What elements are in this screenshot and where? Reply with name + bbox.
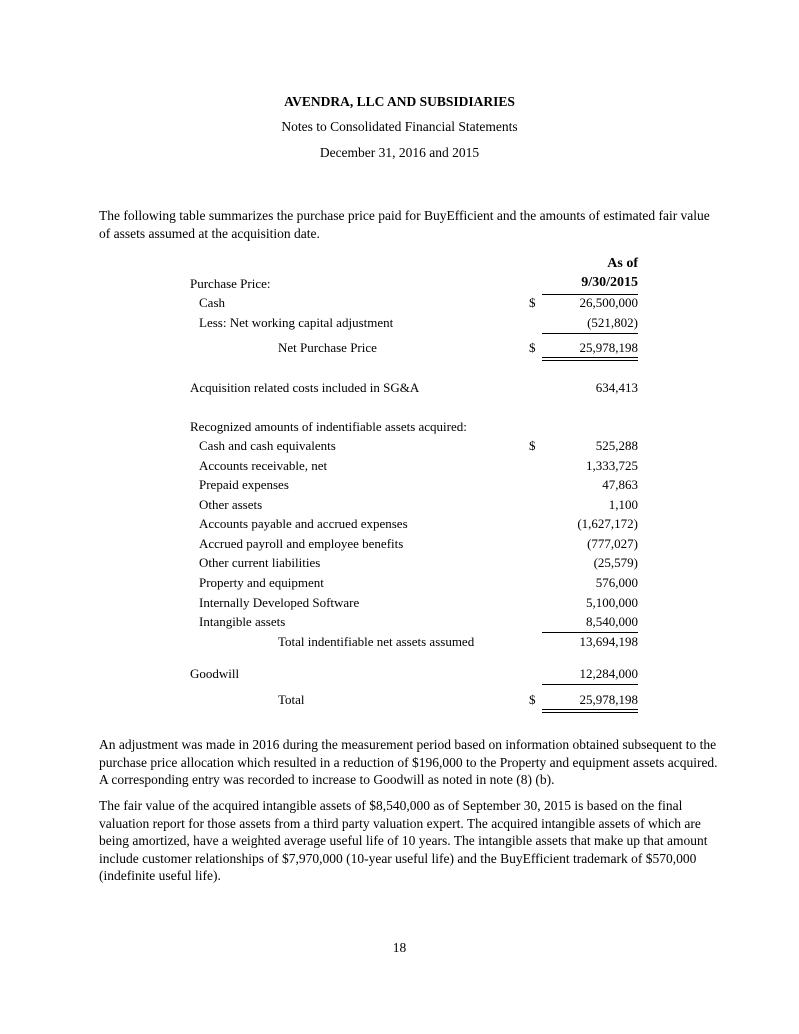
document-date: December 31, 2016 and 2015 [319, 145, 480, 160]
column-header-as-of: As of [607, 256, 638, 271]
currency-symbol: $ [529, 295, 536, 310]
net-purchase-price-label: Net Purchase Price [278, 340, 377, 355]
intro-paragraph: The following table summarizes the purchase price paid for BuyEfficient and the amounts of estimated fair value of assets assumed at the acquisition date. [99, 208, 710, 241]
asset-row-label: Other assets [199, 497, 263, 512]
asset-row-value: 1,333,725 [586, 458, 638, 473]
total-label: Total [278, 692, 305, 707]
page-number: 18 [392, 940, 407, 955]
currency-symbol: $ [529, 438, 536, 453]
total-net-assets-label: Total indentifiable net assets assumed [278, 634, 475, 649]
asset-row-value: 525,288 [595, 438, 638, 453]
net-total-double-rule [542, 357, 638, 361]
acquisition-costs-label: Acquisition related costs included in SG&A [190, 380, 420, 395]
asset-row-value: (25,579) [593, 555, 638, 570]
goodwill-label: Goodwill [190, 666, 240, 681]
fair-value-paragraph: The fair value of the acquired intangible assets of $8,540,000 as of September 30, 2015 is based on the final valuation report for those assets from a third party valuation expert. The acquired intangible assets of which are being amortized, have a weighted average useful life of 10 years. The intangible assets that make up that amount include customer relationships of $7,970,000 (10-year useful life) and the BuyEfficient trademark of $570,000 (indefinite useful life). [99, 798, 708, 883]
asset-row-label: Accounts receivable, net [199, 458, 328, 473]
net-purchase-price-value: 25,978,198 [579, 340, 638, 355]
asset-row-value: (777,027) [587, 536, 638, 551]
recognized-assets-label: Recognized amounts of indentifiable assets acquired: [190, 419, 467, 434]
grand-total-double-rule [542, 709, 638, 713]
asset-row-label: Other current liabilities [199, 555, 321, 570]
asset-row-label: Accrued payroll and employee benefits [199, 536, 404, 551]
document-subtitle: Notes to Consolidated Financial Statements [281, 119, 518, 134]
asset-row-label: Property and equipment [199, 575, 324, 590]
cash-value: 26,500,000 [579, 295, 638, 310]
asset-row-label: Cash and cash equivalents [199, 438, 336, 453]
asset-row-value: 47,863 [602, 477, 638, 492]
acquisition-costs-value: 634,413 [595, 380, 638, 395]
column-header-date: 9/30/2015 [581, 275, 638, 290]
subtotal-rule [542, 333, 638, 334]
currency-symbol: $ [529, 692, 536, 707]
company-name: AVENDRA, LLC AND SUBSIDIARIES [284, 94, 515, 109]
asset-row-label: Prepaid expenses [199, 477, 289, 492]
total-value: 25,978,198 [579, 692, 638, 707]
asset-row-value: 1,100 [608, 497, 638, 512]
assets-subtotal-rule [542, 632, 638, 633]
net-working-capital-label: Less: Net working capital adjustment [199, 315, 394, 330]
goodwill-rule [542, 684, 638, 685]
purchase-price-label: Purchase Price: [190, 276, 271, 291]
asset-row-value: 8,540,000 [586, 614, 638, 629]
asset-row-label: Internally Developed Software [199, 595, 360, 610]
asset-row-value: (1,627,172) [577, 516, 638, 531]
asset-row-label: Intangible assets [199, 614, 286, 629]
total-net-assets-value: 13,694,198 [579, 634, 638, 649]
asset-row-value: 5,100,000 [586, 595, 638, 610]
net-working-capital-value: (521,802) [587, 315, 638, 330]
asset-row-label: Accounts payable and accrued expenses [199, 516, 408, 531]
adjustment-paragraph: An adjustment was made in 2016 during the measurement period based on information obtained subsequent to the purchase price allocation which resulted in a reduction of $196,000 to the Property and equipment assets acquired. A corresponding entry was recorded to increase to Goodwill as noted in note (8) (b). [99, 737, 718, 787]
goodwill-value: 12,284,000 [579, 666, 638, 681]
currency-symbol: $ [529, 340, 536, 355]
asset-row-value: 576,000 [595, 575, 638, 590]
cash-label: Cash [199, 295, 225, 310]
